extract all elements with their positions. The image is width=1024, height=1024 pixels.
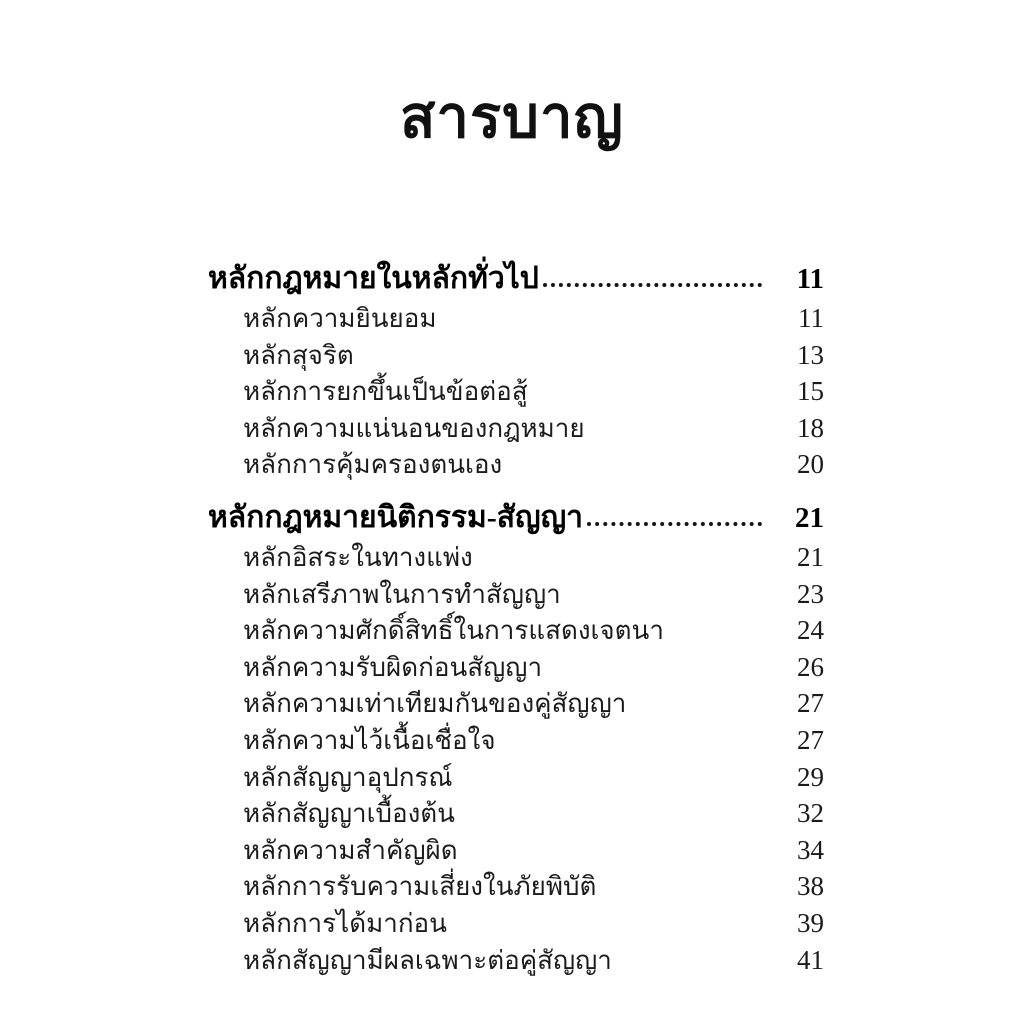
toc-item (208, 868, 824, 905)
spacer (455, 795, 778, 832)
toc-item-label: หลักการคุ้มครองตนเอง (243, 450, 503, 480)
toc-item-label: หลักการได้มาก่อน (243, 908, 447, 938)
toc-item-page: 18 (797, 412, 824, 443)
toc-item-page: 27 (797, 688, 824, 719)
toc-item-label: หลักสัญญามีผลเฉพาะต่อคู่สัญญา (243, 945, 612, 975)
toc-section (208, 250, 824, 483)
toc-section-heading-page: 21 (795, 501, 824, 534)
page-title: สารบาญ (400, 85, 624, 150)
dot-leader (539, 250, 778, 300)
spacer (437, 300, 778, 337)
toc-item-label: หลักความศักดิ์สิทธิ์ในการแสดงเจตนา (243, 616, 664, 646)
toc-section-heading (208, 489, 824, 539)
spacer (473, 539, 778, 576)
title-area (0, 0, 1024, 250)
toc-item-page: 23 (797, 578, 824, 609)
toc-item (208, 685, 824, 722)
toc-item (208, 942, 824, 979)
spacer (542, 649, 778, 686)
toc-section-heading-label: หลักกฎหมายนิติกรรม-สัญญา (208, 500, 584, 534)
toc-item-page: 13 (797, 339, 824, 370)
toc-item (208, 649, 824, 686)
spacer (612, 942, 778, 979)
toc-item-label: หลักความรับผิดก่อนสัญญา (243, 652, 543, 682)
toc-item-label: หลักความยินยอม (243, 304, 437, 333)
dot-leader (583, 489, 778, 539)
toc-item-page: 41 (797, 944, 824, 975)
spacer (496, 722, 778, 759)
toc-item-label: หลักความแน่นอนของกฎหมาย (243, 413, 585, 443)
toc-item-label: หลักความสำคัญผิด (243, 835, 458, 865)
toc-item-page: 20 (797, 449, 824, 480)
toc-item-label: หลักเสรีภาพในการทำสัญญา (243, 579, 561, 609)
toc-section (208, 489, 824, 978)
toc-item (208, 905, 824, 942)
spacer (453, 759, 778, 796)
spacer (447, 905, 778, 942)
spacer (528, 373, 778, 410)
toc-item (208, 337, 824, 374)
toc-item-page: 15 (797, 376, 824, 407)
toc-item (208, 300, 824, 337)
spacer (585, 410, 778, 447)
toc-item-page: 34 (797, 834, 824, 865)
toc-item (208, 832, 824, 869)
toc-item (208, 612, 824, 649)
toc-item (208, 373, 824, 410)
toc-item-page: 38 (797, 871, 824, 902)
toc-item-label: หลักสัญญาเบื้องต้น (243, 799, 455, 829)
spacer (354, 337, 778, 374)
spacer (502, 446, 778, 483)
toc-item-label: หลักการรับความเสี่ยงในภัยพิบัติ (243, 872, 597, 902)
toc-item (208, 576, 824, 613)
spacer (626, 685, 778, 722)
toc-item-page: 11 (798, 303, 824, 333)
spacer (664, 612, 778, 649)
toc-item-page: 29 (797, 761, 824, 792)
toc-section-heading-page: 11 (796, 263, 824, 295)
toc-item (208, 759, 824, 796)
spacer (596, 868, 778, 905)
toc-item-page: 39 (797, 907, 824, 938)
toc-item (208, 410, 824, 447)
toc-item-page: 26 (797, 651, 824, 682)
spacer (458, 832, 778, 869)
toc-item-label: หลักความเท่าเทียมกันของคู่สัญญา (243, 689, 627, 719)
toc-item-label: หลักสุจริต (243, 340, 354, 370)
toc-item-label: หลักอิสระในทางแพ่ง (243, 542, 473, 572)
toc-item-label: หลักความไว้เนื้อเชื่อใจ (243, 725, 496, 755)
toc-item-page: 32 (797, 798, 824, 829)
toc-item-page: 21 (797, 541, 824, 572)
toc-list (208, 250, 824, 978)
toc-item-label: หลักสัญญาอุปกรณ์ (243, 762, 453, 792)
spacer (561, 576, 778, 613)
toc-section-heading (208, 250, 824, 300)
toc-item (208, 446, 824, 483)
toc-item (208, 539, 824, 576)
toc-item-page: 24 (797, 615, 824, 646)
toc-item (208, 795, 824, 832)
toc-item-label: หลักการยกขึ้นเป็นข้อต่อสู้ (243, 377, 528, 407)
toc-item-page: 27 (797, 724, 824, 755)
toc-item (208, 722, 824, 759)
toc-section-heading-label: หลักกฎหมายในหลักทั่วไป (208, 262, 539, 295)
